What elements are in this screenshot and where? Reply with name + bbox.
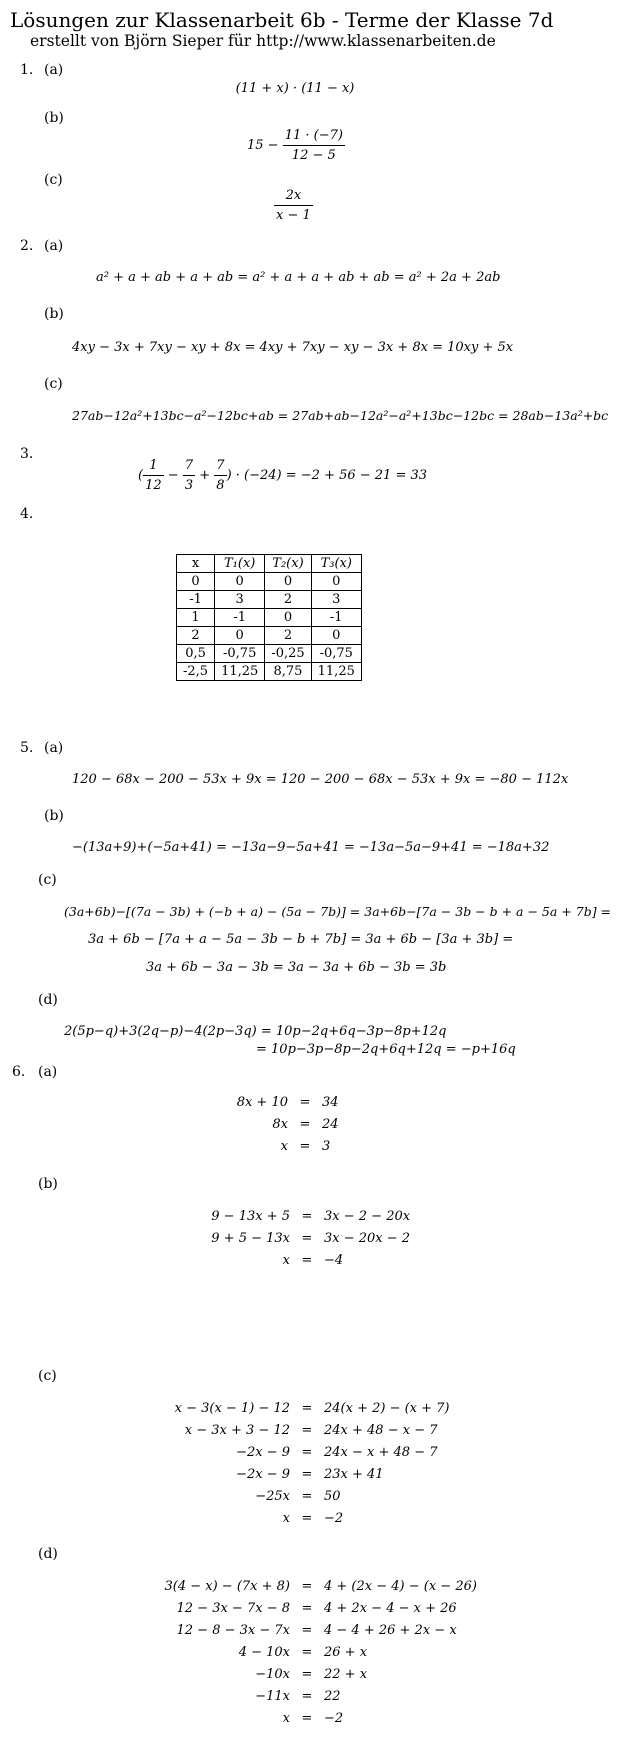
q3-f3-numerator: 7 (214, 458, 226, 476)
q3-fraction-1 (143, 458, 164, 493)
table-cell: 0 (215, 573, 265, 591)
q3-fraction-3 (214, 458, 226, 493)
q5c-label: (c) (38, 872, 57, 888)
equation-sign: = (301, 1689, 313, 1704)
table-cell: -1 (177, 591, 215, 609)
q6d-equations (96, 1576, 477, 1730)
equation-right: 26 + x (324, 1645, 368, 1660)
q2c-expression: 27ab−12a²+13bc−a²−12bc+ab = 27ab+ab−12a²−a²+13bc−12bc = 28ab−13a²+bc (72, 408, 609, 423)
q2c-label: (c) (44, 376, 63, 392)
table-header: x (177, 555, 215, 573)
q1c-label: (c) (44, 172, 63, 188)
equation-row (110, 1508, 450, 1530)
equation-sign: = (301, 1601, 313, 1616)
equation-left: 3(4 − x) − (7x + 8) (164, 1579, 290, 1594)
q3-f1-numerator: 1 (143, 458, 164, 476)
table-cell: -0,75 (215, 645, 265, 663)
equation-left: 9 + 5 − 13x (211, 1231, 290, 1246)
q3-f1-denominator: 12 (145, 478, 162, 493)
q5c-line-2: 3a + 6b − [7a + a − 5a − 3b − b + 7b] = 3a + 6b − [3a + 3b] = (88, 932, 514, 947)
q6b-label: (b) (38, 1176, 58, 1192)
table-row (177, 645, 362, 663)
equation-row (200, 1136, 339, 1158)
equation-sign: = (301, 1209, 313, 1224)
table-cell: 0 (311, 627, 361, 645)
q5d-line-1: 2(5p−q)+3(2q−p)−4(2p−3q) = 10p−2q+6q−3p−8p+12q (64, 1024, 447, 1039)
equation-right: 4 + 2x − 4 − x + 26 (324, 1601, 457, 1616)
table-row (177, 663, 362, 681)
table-cell: 1 (177, 609, 215, 627)
q3-f2-numerator: 7 (183, 458, 195, 476)
equation-right: 23x + 41 (324, 1467, 384, 1482)
q2b-label: (b) (44, 306, 64, 322)
q3-f2-denominator: 3 (184, 478, 194, 493)
q1a-label: (a) (44, 62, 64, 78)
table-cell: -0,25 (265, 645, 311, 663)
equation-left: x (282, 1711, 290, 1726)
equation-left: −11x (255, 1689, 290, 1704)
table-cell: 3 (215, 591, 265, 609)
equation-left: 4 − 10x (238, 1645, 290, 1660)
q1b-numerator: 11 · (−7) (283, 128, 345, 146)
equation-sign: = (299, 1117, 311, 1132)
equation-row (110, 1486, 450, 1508)
table-cell: -2,5 (177, 663, 215, 681)
q1c-denominator: x − 1 (276, 208, 311, 223)
equation-sign: = (301, 1423, 313, 1438)
equation-row (110, 1398, 450, 1420)
table-cell: 0,5 (177, 645, 215, 663)
equation-left: −2x − 9 (236, 1445, 290, 1460)
equation-right: 3x − 20x − 2 (324, 1231, 411, 1246)
equation-sign: = (301, 1467, 313, 1482)
equation-row (110, 1420, 450, 1442)
q3-fraction-2 (183, 458, 195, 493)
q1a-expression: (11 + x) · (11 − x) (235, 81, 355, 96)
equation-row (110, 1464, 450, 1486)
equation-right: −2 (324, 1711, 344, 1726)
table-cell: 0 (265, 609, 311, 627)
equation-right: −4 (324, 1253, 344, 1268)
q2-number: 2. (20, 238, 34, 254)
equation-sign: = (301, 1579, 313, 1594)
table-row (177, 627, 362, 645)
q6c-equations (110, 1398, 450, 1530)
table-cell: 8,75 (265, 663, 311, 681)
equation-left: 8x (272, 1117, 288, 1132)
equation-row (96, 1642, 477, 1664)
table-cell: 0 (265, 573, 311, 591)
equation-sign: = (301, 1445, 313, 1460)
equation-left: x (282, 1511, 290, 1526)
equation-left: x (282, 1253, 290, 1268)
q2b-expression: 4xy − 3x + 7xy − xy + 8x = 4xy + 7xy − xy − 3x + 8x = 10xy + 5x (72, 340, 514, 355)
equation-sign: = (301, 1401, 313, 1416)
equation-left: 8x + 10 (236, 1095, 288, 1110)
equation-sign: = (301, 1623, 313, 1638)
q6a-equations (200, 1092, 339, 1158)
equation-row (96, 1576, 477, 1598)
q1b-label: (b) (44, 110, 64, 126)
table-cell: 0 (311, 573, 361, 591)
equation-right: 22 + x (324, 1667, 368, 1682)
q3-f3-denominator: 8 (216, 478, 225, 493)
equation-right: 3x − 2 − 20x (324, 1209, 411, 1224)
table-cell: 11,25 (215, 663, 265, 681)
equation-left: 12 − 8 − 3x − 7x (176, 1623, 290, 1638)
table-header-row (177, 555, 362, 573)
table-cell: 0 (177, 573, 215, 591)
q5d-line-2: = 10p−3p−8p−2q+6q+12q = −p+16q (256, 1042, 516, 1057)
table-header: T₃(x) (311, 555, 361, 573)
q2a-label: (a) (44, 238, 64, 254)
equation-left: −25x (255, 1489, 290, 1504)
equation-row (200, 1092, 339, 1114)
page-title: Lösungen zur Klassenarbeit 6b - Terme der Klasse 7d (10, 8, 554, 32)
equation-row (96, 1708, 477, 1730)
q6a-label: (a) (38, 1064, 58, 1080)
q5c-line-3: 3a + 6b − 3a − 3b = 3a − 3a + 6b − 3b = 3b (146, 960, 447, 975)
equation-left: x − 3(x − 1) − 12 (174, 1401, 290, 1416)
q5b-expression: −(13a+9)+(−5a+41) = −13a−9−5a+41 = −13a−5a−9+41 = −18a+32 (72, 840, 550, 855)
q5d-label: (d) (38, 992, 58, 1008)
table-cell: 2 (265, 627, 311, 645)
equation-row (110, 1442, 450, 1464)
q1b-denominator: 12 − 5 (291, 148, 336, 163)
q5a-label: (a) (44, 740, 64, 756)
equation-left: −2x − 9 (236, 1467, 290, 1482)
table-row (177, 573, 362, 591)
equation-sign: = (301, 1231, 313, 1246)
q5a-expression: 120 − 68x − 200 − 53x + 9x = 120 − 200 − 68x − 53x + 9x = −80 − 112x (72, 772, 569, 787)
table-cell: 3 (311, 591, 361, 609)
equation-right: 24x + 48 − x − 7 (324, 1423, 438, 1438)
q3-op-2: + (199, 468, 211, 483)
equation-right: 24 (322, 1117, 339, 1132)
equation-right: 4 + (2x − 4) − (x − 26) (324, 1579, 477, 1594)
q3-rest: ) · (−24) = −2 + 56 − 21 = 33 (226, 468, 428, 483)
table-cell: 2 (265, 591, 311, 609)
table-cell: 11,25 (311, 663, 361, 681)
q1b-fraction (283, 128, 345, 163)
equation-sign: = (301, 1711, 313, 1726)
equation-row (150, 1206, 410, 1228)
equation-left: 9 − 13x + 5 (211, 1209, 290, 1224)
equation-right: 24(x + 2) − (x + 7) (324, 1401, 450, 1416)
equation-sign: = (299, 1095, 311, 1110)
q5c-line-1: (3a+6b)−[(7a − 3b) + (−b + a) − (5a − 7b)] = 3a+6b−[7a − 3b − b + a − 5a + 7b] = (64, 904, 612, 919)
table-header: T₂(x) (265, 555, 311, 573)
equation-left: 12 − 3x − 7x − 8 (176, 1601, 290, 1616)
equation-row (96, 1686, 477, 1708)
equation-sign: = (301, 1511, 313, 1526)
equation-right: 3 (322, 1139, 331, 1154)
equation-row (200, 1114, 339, 1136)
equation-right: 24x − x + 48 − 7 (324, 1445, 438, 1460)
q5b-label: (b) (44, 808, 64, 824)
equation-right: 34 (322, 1095, 339, 1110)
page-subtitle: erstellt von Björn Sieper für http://www.klassenarbeiten.de (30, 32, 496, 50)
table-header: T₁(x) (215, 555, 265, 573)
q3-number: 3. (20, 446, 34, 462)
table-cell: -1 (215, 609, 265, 627)
equation-right: 50 (324, 1489, 341, 1504)
equation-sign: = (301, 1667, 313, 1682)
equation-left: −10x (255, 1667, 290, 1682)
equation-row (96, 1598, 477, 1620)
q3-expression (138, 458, 427, 493)
equation-right: 4 − 4 + 26 + 2x − x (324, 1623, 457, 1638)
q1b-expression (247, 128, 345, 163)
equation-row (150, 1250, 410, 1272)
equation-row (96, 1664, 477, 1686)
equation-sign: = (299, 1139, 311, 1154)
table-cell: 2 (177, 627, 215, 645)
q1c-fraction (274, 188, 313, 223)
q6d-label: (d) (38, 1546, 58, 1562)
equation-right: −2 (324, 1511, 344, 1526)
q6c-label: (c) (38, 1368, 57, 1384)
q3-op-1: − (167, 468, 179, 483)
equation-sign: = (301, 1489, 313, 1504)
q1b-prefix: 15 − (247, 138, 279, 153)
table-row (177, 591, 362, 609)
equation-left: x − 3x + 3 − 12 (184, 1423, 290, 1438)
q6-number: 6. (12, 1064, 26, 1080)
equation-left: x (280, 1139, 288, 1154)
table-cell: -0,75 (311, 645, 361, 663)
equation-sign: = (301, 1253, 313, 1268)
table-cell: 0 (215, 627, 265, 645)
value-table (176, 554, 362, 681)
equation-sign: = (301, 1645, 313, 1660)
q2a-expression: a² + a + ab + a + ab = a² + a + a + ab + ab = a² + 2a + 2ab (96, 270, 501, 285)
q1c-expression (274, 188, 313, 223)
equation-right: 22 (324, 1689, 341, 1704)
q3-open-paren: ( (138, 468, 144, 483)
q1-number: 1. (20, 62, 34, 78)
table-row (177, 609, 362, 627)
q4-number: 4. (20, 506, 34, 522)
table-cell: -1 (311, 609, 361, 627)
q1c-numerator: 2x (274, 188, 313, 206)
equation-row (96, 1620, 477, 1642)
q6b-equations (150, 1206, 410, 1272)
q5-number: 5. (20, 740, 34, 756)
equation-row (150, 1228, 410, 1250)
